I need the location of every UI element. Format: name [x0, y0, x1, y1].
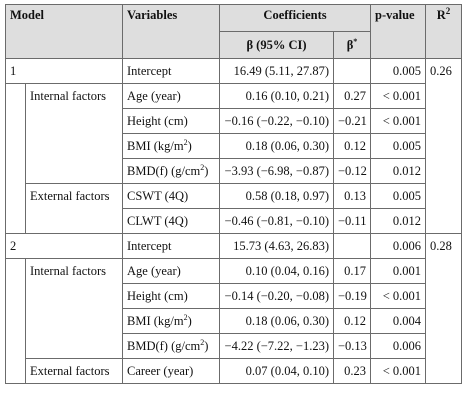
coef-ci: 0.18 (0.06, 0.30)	[220, 134, 334, 159]
p-value: 0.005	[371, 134, 426, 159]
variable-name: Height (cm)	[123, 109, 220, 134]
beta-std	[334, 234, 371, 259]
table-body	[6, 59, 462, 384]
header-model: Model	[6, 5, 123, 59]
table-row	[6, 59, 462, 84]
variable-name: Age (year)	[123, 84, 220, 109]
p-value: 0.012	[371, 159, 426, 184]
p-value: 0.006	[371, 334, 426, 359]
variable-name: Intercept	[123, 234, 220, 259]
table-row	[6, 234, 462, 259]
coef-ci: −0.46 (−0.81, −0.10)	[220, 209, 334, 234]
coef-ci: 0.18 (0.06, 0.30)	[220, 309, 334, 334]
factor-group-label: Internal factors	[26, 259, 123, 359]
model-indent	[6, 84, 26, 234]
r2-value: 0.26	[426, 59, 462, 234]
r2-value: 0.28	[426, 234, 462, 384]
header-r2: $R^2$	[426, 5, 462, 59]
model-label: 1	[6, 59, 123, 84]
factor-group-label: Internal factors	[26, 84, 123, 184]
table-header	[6, 5, 462, 59]
coef-ci: −0.14 (−0.20, −0.08)	[220, 284, 334, 309]
p-value: < 0.001	[371, 284, 426, 309]
p-value: 0.012	[371, 209, 426, 234]
beta-std: 0.12	[334, 309, 371, 334]
p-value: 0.001	[371, 259, 426, 284]
beta-std: −0.21	[334, 109, 371, 134]
table-row	[6, 259, 462, 284]
variable-name: Age (year)	[123, 259, 220, 284]
model-indent	[6, 259, 26, 384]
p-value: 0.005	[371, 59, 426, 84]
coef-ci: 16.49 (5.11, 27.87)	[220, 59, 334, 84]
beta-std: −0.13	[334, 334, 371, 359]
beta-std: 0.17	[334, 259, 371, 284]
beta-std	[334, 59, 371, 84]
p-value: 0.005	[371, 184, 426, 209]
header-beta-std: β*	[334, 32, 371, 59]
p-value: < 0.001	[371, 109, 426, 134]
variable-name: CLWT (4Q)	[123, 209, 220, 234]
coef-ci: −4.22 (−7.22, −1.23)	[220, 334, 334, 359]
coef-ci: −0.16 (−0.22, −0.10)	[220, 109, 334, 134]
factor-group-label: External factors	[26, 184, 123, 234]
variable-name: CSWT (4Q)	[123, 184, 220, 209]
factor-group-label: External factors	[26, 359, 123, 384]
header-variables: Variables	[123, 5, 220, 59]
beta-std: −0.11	[334, 209, 371, 234]
variable-name: BMD(f) $(g/cm^2)$	[123, 159, 220, 184]
beta-std: −0.19	[334, 284, 371, 309]
p-value: < 0.001	[371, 84, 426, 109]
p-value: 0.004	[371, 309, 426, 334]
variable-name: BMI $(kg/m^2)$	[123, 134, 220, 159]
variable-name: Height (cm)	[123, 284, 220, 309]
table-row	[6, 359, 462, 384]
regression-table	[5, 4, 462, 384]
table-row	[6, 184, 462, 209]
p-value: 0.006	[371, 234, 426, 259]
header-beta-ci: β (95% CI)	[220, 32, 334, 59]
beta-std: −0.12	[334, 159, 371, 184]
variable-name: Intercept	[123, 59, 220, 84]
model-label: 2	[6, 234, 123, 259]
variable-name: BMD(f) $(g/cm^2)$	[123, 334, 220, 359]
beta-std: 0.13	[334, 184, 371, 209]
coef-ci: 0.10 (0.04, 0.16)	[220, 259, 334, 284]
p-value: < 0.001	[371, 359, 426, 384]
coef-ci: 15.73 (4.63, 26.83)	[220, 234, 334, 259]
variable-name: Career (year)	[123, 359, 220, 384]
coef-ci: −3.93 (−6.98, −0.87)	[220, 159, 334, 184]
coef-ci: 0.16 (0.10, 0.21)	[220, 84, 334, 109]
variable-name: BMI $(kg/m^2)$	[123, 309, 220, 334]
beta-std: 0.27	[334, 84, 371, 109]
header-coefficients: Coefficients	[220, 5, 371, 32]
header-pvalue: p-value	[371, 5, 426, 59]
beta-std: 0.23	[334, 359, 371, 384]
table-row	[6, 84, 462, 109]
beta-std: 0.12	[334, 134, 371, 159]
coef-ci: 0.07 (0.04, 0.10)	[220, 359, 334, 384]
coef-ci: 0.58 (0.18, 0.97)	[220, 184, 334, 209]
